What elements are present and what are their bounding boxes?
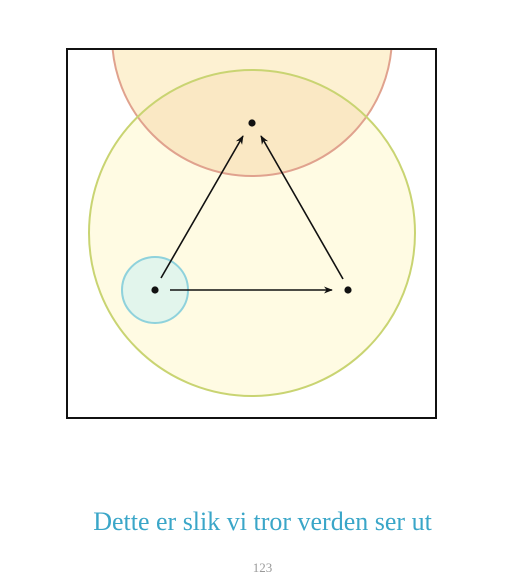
point-top — [248, 119, 255, 126]
page-number: 123 — [252, 560, 273, 575]
caption: Dette er slik vi tror verden ser ut — [93, 507, 432, 536]
point-right — [344, 286, 351, 293]
point-left — [151, 286, 158, 293]
